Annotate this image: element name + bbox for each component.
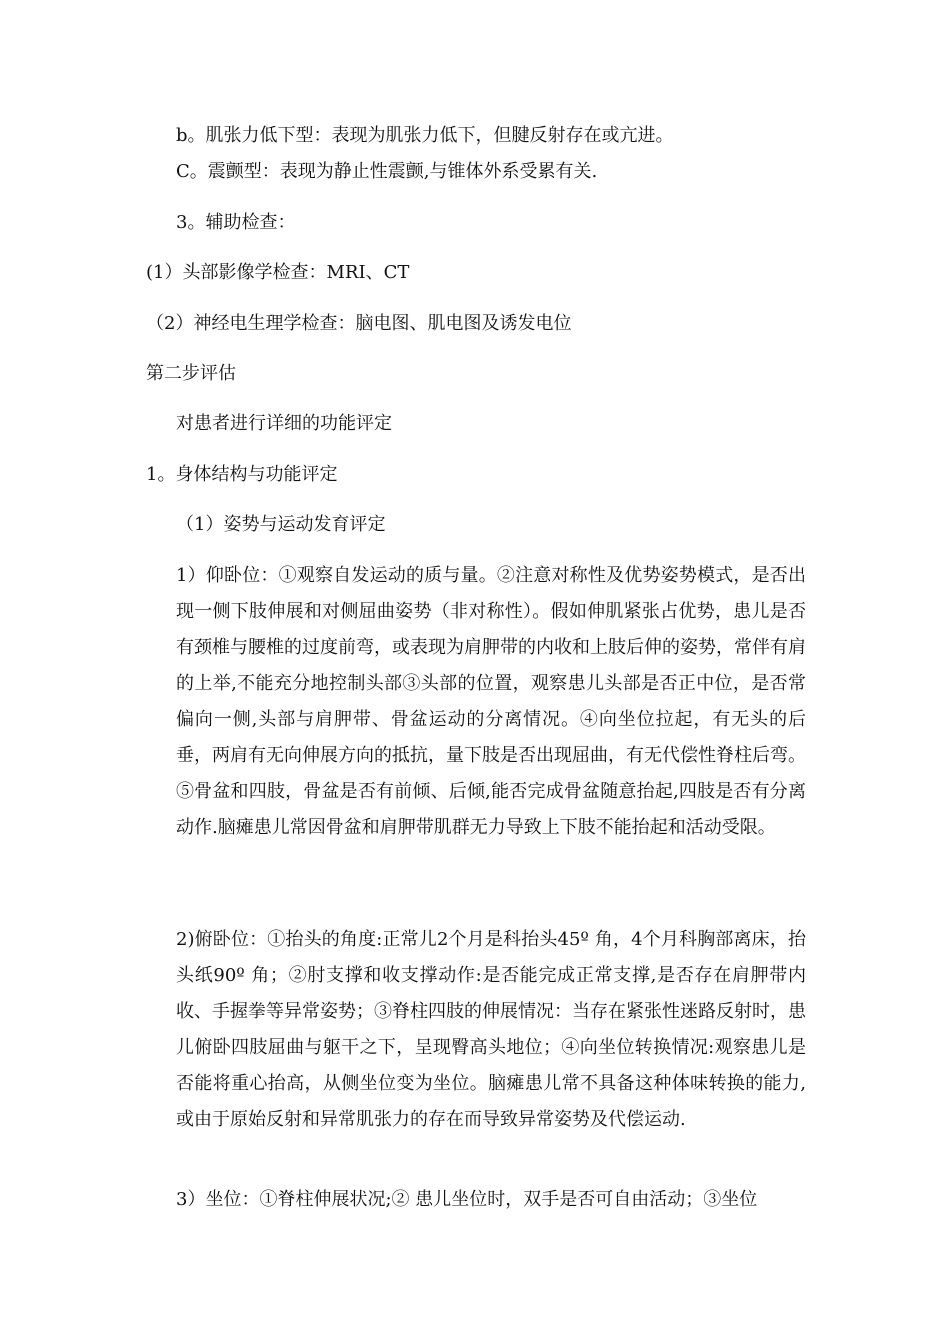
text-line-functional-assessment: 对患者进行详细的功能评定 [176,413,392,434]
paragraph-supine: 1）仰卧位：①观察自发运动的质与量。②注意对称性及优势姿势模式，是否出现一侧下肢伸展和对侧屈曲姿势（非对称性）。假如伸肌紧张占优势，患儿是否有颈椎与腰椎的过度前弯，或表现为肩胛带的内收和上肢后伸的姿势，常伴有肩的上举,不能充分地控制头部③头部的位置，观察患儿头部是否正中位，是否常偏向一侧,头部与肩胛带、骨盆运动的分离情况。④向坐位拉起，有无头的后垂，两肩有无向伸展方向的抵抗，量下肢是否出现屈曲，有无代偿性脊柱后弯。⑤骨盆和四肢，骨盆是否有前倾、后倾,能否完成骨盆随意抬起,四肢是否有分离动作.脑瘫患儿常因骨盆和肩胛带肌群无力导致上下肢不能抬起和活动受限。 [176,565,806,838]
text-line-body-structure: 1。身体结构与功能评定 [146,464,338,485]
section-heading-step-two: 第二步评估 [146,363,236,384]
paragraph-sitting: 3）坐位：①脊柱伸展状况;② 患儿坐位时，双手是否可自由活动；③坐位 [176,1189,758,1210]
text-line-muscle-hypotonia: b。肌张力低下型：表现为肌张力低下，但腱反射存在或亢进。 [176,125,674,146]
text-line-posture-motor: （1）姿势与运动发育评定 [176,514,386,535]
text-line-auxiliary-exam: 3。辅助检查： [176,212,296,233]
text-line-tremor-type: C。震颤型：表现为静止性震颤,与锥体外系受累有关. [176,161,598,182]
text-line-neurophysiology: （2）神经电生理学检查：脑电图、肌电图及诱发电位 [146,313,572,334]
text-line-head-imaging: (1）头部影像学检查：MRI、CT [146,262,410,283]
paragraph-prone: 2)俯卧位：①抬头的角度:正常儿2个月是科抬头45º 角，4个月科胸部离床，抬头纸90º 角；②肘支撑和收支撑动作:是否能完成正常支撑,是否存在肩胛带内收、手握拳等异常姿势；③脊柱四肢的伸展情况：当存在紧张性迷路反射时，患儿俯卧四肢屈曲与躯干之下，呈现臀高头地位；④向坐位转换情况:观察患儿是否能将重心抬高，从侧坐位变为坐位。脑瘫患儿常不具备这种体味转换的能力,或由于原始反射和异常肌张力的存在而导致异常姿势及代偿运动. [176,929,806,1130]
